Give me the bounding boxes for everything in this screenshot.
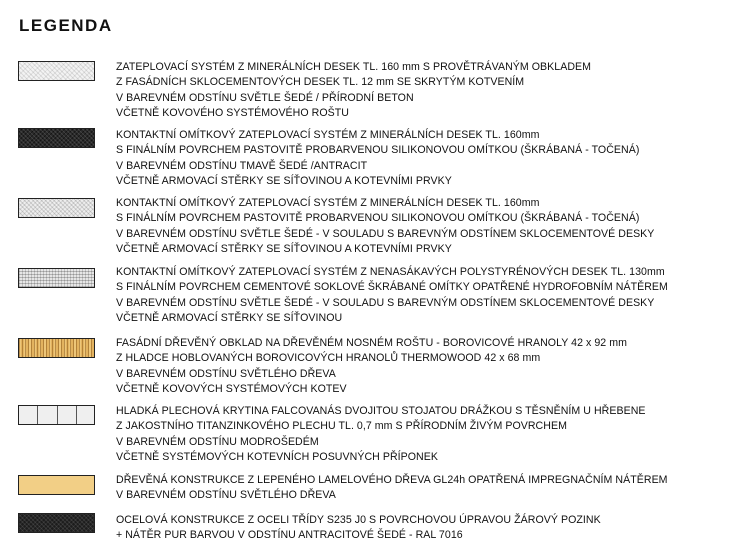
legend-line: Z FASÁDNÍCH SKLOCEMENTOVÝCH DESEK TL. 12 mm SE SKRYTÝM KOTVENÍM — [116, 76, 525, 89]
legend-line: V BAREVNÉM ODSTÍNU SVĚTLE ŠEDÉ - V SOULADU S BAREVNÝM ODSTÍNEM SKLOCEMENTOVÉ DESKY — [116, 227, 655, 240]
legend-item-text — [116, 473, 721, 504]
legend-line: Z JAKOSTNÍHO TITANZINKOVÉHO PLECHU TL. 0,7 mm S PŘÍRODNÍM ŽIVÝM POVRCHEM — [116, 420, 567, 433]
legend-item-text — [116, 336, 721, 398]
legend-line: KONTAKTNÍ OMÍTKOVÝ ZATEPLOVACÍ SYSTÉM Z NENASÁKAVÝCH POLYSTYRÉNOVÝCH DESEK TL. 130mm — [116, 266, 665, 278]
wood-cladding-swatch — [18, 338, 95, 358]
light-stone-swatch — [18, 61, 95, 81]
legend-line: HLADKÁ PLECHOVÁ KRYTINA FALCOVANÁS DVOJITOU STOJATOU DRÁŽKOU S TĚSNĚNÍM U HŘEBENE — [116, 405, 646, 417]
legend-item-text — [116, 404, 721, 466]
legend-line: Z HLADCE HOBLOVANÝCH BOROVICOVÝCH HRANOLŮ THERMOWOOD 42 x 68 mm — [116, 352, 541, 365]
legend-line: KONTAKTNÍ OMÍTKOVÝ ZATEPLOVACÍ SYSTÉM Z MINERÁLNÍCH DESEK TL. 160mm — [116, 197, 540, 209]
legend-item-text — [116, 265, 721, 327]
legend-line: VČETNĚ ARMOVACÍ STĚRKY SE SÍŤOVINOU A KOTEVNÍMI PRVKY — [116, 175, 452, 188]
legend-item-text — [116, 196, 721, 258]
legend-line: V BAREVNÉM ODSTÍNU SVĚTLE ŠEDÉ - V SOULADU S BAREVNÝM ODSTÍNEM SKLOCEMENTOVÉ DESKY — [116, 296, 655, 309]
legend-line: VČETNĚ KOVOVÉHO SYSTÉMOVÉHO ROŠTU — [116, 107, 349, 120]
legend-line: VČETNĚ SYSTÉMOVÝCH KOTEVNÍCH POSUVNÝCH PŘÍPONEK — [116, 451, 438, 464]
legend-line: V BAREVNÉM ODSTÍNU SVĚTLÉHO DŘEVA — [116, 489, 336, 502]
legend-line: + NÁTĚR PUR BARVOU V ODSTÍNU ANTRACITOVÉ ŠEDÉ - RAL 7016 — [116, 529, 463, 542]
legend-line: S FINÁLNÍM POVRCHEM PASTOVITĚ PROBARVENOU SILIKONOVOU OMÍTKOU (ŠKRÁBANÁ - TOČENÁ) — [116, 144, 640, 157]
legend-line: KONTAKTNÍ OMÍTKOVÝ ZATEPLOVACÍ SYSTÉM Z MINERÁLNÍCH DESEK TL. 160mm — [116, 129, 540, 141]
legend-line: VČETNĚ KOVOVÝCH SYSTÉMOVÝCH KOTEV — [116, 383, 347, 396]
legend-line: DŘEVĚNÁ KONSTRUKCE Z LEPENÉHO LAMELOVÉHO DŘEVA GL24h OPATŘENÁ IMPREGNAČNÍM NÁTĚREM — [116, 474, 668, 486]
steel-structure-swatch — [18, 513, 95, 533]
legend-line: V BAREVNÉM ODSTÍNU MODROŠEDÉM — [116, 435, 319, 448]
legend-line: S FINÁLNÍM POVRCHEM CEMENTOVÉ SOKLOVÉ ŠKRÁBANÉ OMÍTKY OPATŘENÉ HYDROFOBNÍM NÁTĚREM — [116, 281, 668, 294]
legend-title: LEGENDA — [19, 16, 113, 35]
dark-anthracite-swatch — [18, 128, 95, 148]
legend-line: V BAREVNÉM ODSTÍNU SVĚTLÉHO DŘEVA — [116, 367, 336, 380]
glulam-timber-swatch — [18, 475, 95, 495]
legend-line: V BAREVNÉM ODSTÍNU SVĚTLE ŠEDÉ / PŘÍRODNÍ BETON — [116, 91, 414, 104]
legend-line: VČETNĚ ARMOVACÍ STĚRKY SE SÍŤOVINOU A KOTEVNÍMI PRVKY — [116, 243, 452, 256]
legend-item-text — [116, 128, 721, 190]
legend-item-text — [116, 513, 721, 544]
legend-line: VČETNĚ ARMOVACÍ STĚRKY SE SÍŤOVINOU — [116, 312, 343, 325]
legend-item-text — [116, 60, 721, 122]
legend-line: ZATEPLOVACÍ SYSTÉM Z MINERÁLNÍCH DESEK TL. 160 mm S PROVĚTRÁVANÝM OBKLADEM — [116, 61, 592, 73]
standing-seam-metal-swatch — [18, 405, 95, 425]
legend-line: OCELOVÁ KONSTRUKCE Z OCELI TŘÍDY S235 J0 S POVRCHOVOU ÚPRAVOU ŽÁROVÝ POZINK — [116, 514, 601, 526]
light-grey-render-swatch — [18, 198, 95, 218]
legend-line: FASÁDNÍ DŘEVĚNÝ OBKLAD NA DŘEVĚNÉM NOSNÉM ROŠTU - BOROVICOVÉ HRANOLY 42 x 92 mm — [116, 337, 627, 349]
legend-line: V BAREVNÉM ODSTÍNU TMAVĚ ŠEDÉ /ANTRACIT — [116, 159, 368, 172]
legend-line: S FINÁLNÍM POVRCHEM PASTOVITĚ PROBARVENOU SILIKONOVOU OMÍTKOU (ŠKRÁBANÁ - TOČENÁ) — [116, 212, 640, 225]
light-grey-mesh-swatch — [18, 268, 95, 288]
